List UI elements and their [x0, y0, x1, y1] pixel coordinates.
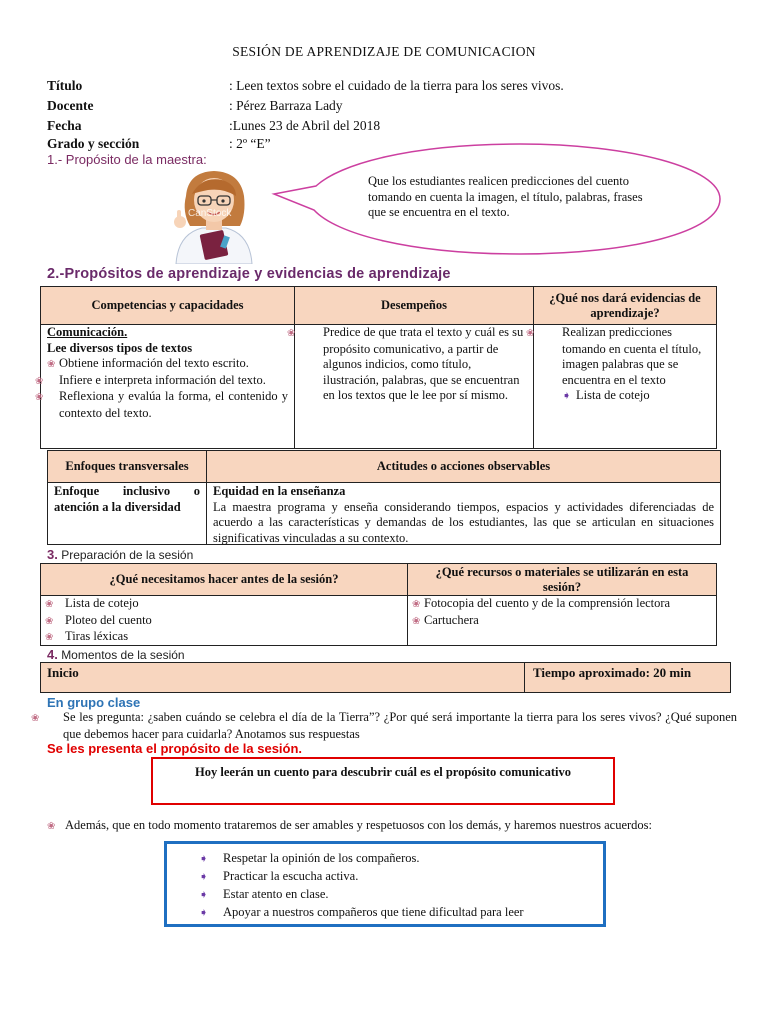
- fecha-label: Fecha: [47, 118, 82, 133]
- section2-heading: [47, 266, 451, 282]
- preparacion-header-recursos: ¿Qué recursos o materiales se utilizarán en esta sesión?: [407, 563, 717, 596]
- ademas-text: ❀ Además, que en todo momento trataremos de ser amables y respetuosos con los demás, y haremos nuestros acuerdos:: [47, 818, 737, 835]
- acuerdo-item: ➧ Apoyar a nuestros compañeros que tiene dificultad para leer: [199, 904, 603, 922]
- section1-title: Propósito de la maestra:: [62, 152, 207, 167]
- arrow-bullet-icon: ➧: [199, 889, 209, 901]
- arrow-bullet-icon: ➧: [199, 871, 209, 883]
- document-title: SESIÓN DE APRENDIZAJE DE COMUNICACION: [232, 44, 536, 59]
- flower-bullet-icon: ❀: [412, 615, 421, 627]
- flower-bullet-icon: ❀: [412, 599, 421, 610]
- antes-item: ❀ Tiras léxicas: [45, 629, 403, 646]
- section4-heading: [47, 647, 185, 662]
- flower-bullet-icon: ❀: [31, 713, 40, 724]
- evidencia-sub: ➧ Lista de cotejo: [538, 388, 710, 405]
- presenta-proposito-label: Se les presenta el propósito de la sesión.: [47, 741, 303, 756]
- header-fecha-row: [47, 118, 727, 137]
- pregunta-text: ❀ Se les pregunta: ¿saben cuándo se celebra el día de la Tierra”? ¿Por qué será importante la tierra para los seres vivos? ¿Qué suponen que debemos hacer para cuidarla? Anotamos sus respuestas: [31, 710, 737, 741]
- speech-bubble: [270, 142, 722, 260]
- capacidad-item: ❀ Infiere e interpreta información del texto.: [47, 373, 288, 390]
- section3-heading: [47, 547, 193, 562]
- arrow-bullet-icon: ➧: [199, 853, 209, 865]
- flower-bullet-icon: ❀: [47, 359, 56, 370]
- grado-label: Grado y sección: [47, 136, 140, 151]
- grupo-clase-label: En grupo clase: [47, 695, 141, 710]
- grado-value: : 2º “E”: [229, 136, 271, 151]
- evidencia-text: ❀ Realizan predicciones tomando en cuenta el título, imagen palabras que se encuentra en el texto: [526, 325, 702, 387]
- docente-value: : Pérez Barraza Lady: [229, 98, 343, 113]
- antes-item: ❀ Lista de cotejo: [45, 596, 403, 613]
- capacidad-title: Lee diversos tipos de textos: [47, 340, 193, 355]
- preparacion-cell-recursos: [407, 595, 717, 646]
- section4-title: Momentos de la sesión: [61, 648, 185, 662]
- recurso-item: ❀ Fotocopia del cuento y de la comprensión lectora: [412, 596, 712, 613]
- preparacion-cell-antes: [40, 595, 408, 646]
- table-header-evidencias: ¿Qué nos dará evidencias de aprendizaje?: [533, 286, 717, 325]
- section2-title: Propósitos de aprendizaje y evidencias de aprendizaje: [64, 266, 451, 282]
- momento-inicio: Inicio: [40, 662, 525, 693]
- proposito-box: Hoy leerán un cuento para descubrir cuál es el propósito comunicativo: [151, 757, 615, 805]
- section3-title: Preparación de la sesión: [61, 548, 194, 562]
- desempeno-text: ❀ Predice de que trata el texto y cuál es su propósito comunicativo, a partir de algunos indicios, como título, ilustración, palabras, que se encuentran en los textos que le lee por sí mismo.: [287, 325, 524, 402]
- image-watermark: CanStock: [188, 208, 232, 219]
- header-titulo-row: [47, 78, 727, 97]
- flower-bullet-icon: ❀: [47, 821, 56, 832]
- table-header-desempenos: Desempeños: [294, 286, 534, 325]
- competencia-name: Comunicación.: [47, 325, 128, 339]
- section2-number: 2.-: [47, 266, 65, 282]
- section3-number: 3.: [47, 547, 58, 562]
- docente-label: Docente: [47, 98, 94, 113]
- acuerdo-item: ➧ Practicar la escucha activa.: [199, 868, 603, 886]
- acuerdo-item: ➧ Estar atento en clase.: [199, 886, 603, 904]
- section4-number: 4.: [47, 647, 58, 662]
- acuerdo-item: ➧ Respetar la opinión de los compañeros.: [199, 850, 603, 868]
- actitud-cell: [206, 482, 721, 545]
- enfoque-cell: [47, 482, 207, 545]
- teacher-illustration: [162, 166, 264, 264]
- recurso-item: ❀ Cartuchera: [412, 613, 712, 630]
- table-cell-evidencias: [526, 324, 717, 449]
- flower-bullet-icon: ❀: [45, 615, 54, 627]
- acuerdos-box: [164, 841, 606, 927]
- section1-heading: [47, 152, 207, 167]
- actitudes-header: Actitudes o acciones observables: [206, 450, 721, 483]
- actitud-text: La maestra programa y enseña considerando tiempos, espacios y actividades diferenciadas de acuerdo a las características y demandas de los estudiantes, las que se articulan en situaciones significativas vinculadas a su contexto.: [213, 499, 714, 545]
- antes-item: ❀ Ploteo del cuento: [45, 613, 403, 630]
- section1-number: 1.-: [47, 152, 63, 167]
- table-cell-desempenos: [287, 324, 534, 449]
- preparacion-header-antes: ¿Qué necesitamos hacer antes de la sesión?: [40, 563, 408, 596]
- enfoques-header: Enfoques transversales: [47, 450, 207, 483]
- header-docente-row: [47, 98, 727, 117]
- table-header-competencias: Competencias y capacidades: [40, 286, 295, 325]
- arrow-bullet-icon: ➧: [199, 907, 209, 919]
- flower-bullet-icon: ❀: [287, 328, 296, 339]
- flower-bullet-icon: ❀: [45, 632, 54, 643]
- titulo-label: Título: [47, 78, 83, 93]
- table-cell-competencias: [35, 324, 295, 449]
- momento-tiempo: Tiempo aproximado: 20 min: [524, 662, 731, 693]
- flower-bullet-icon: ❀: [35, 375, 44, 387]
- fecha-value: :Lunes 23 de Abril del 2018: [229, 118, 381, 133]
- speech-bubble-text: Que los estudiantes realicen predicciones del cuento tomando en cuenta la imagen, el título, palabras, frases que se encuentra en el texto.: [368, 174, 643, 219]
- flower-bullet-icon: ❀: [45, 599, 54, 610]
- teacher-image: [162, 166, 264, 264]
- titulo-value: : Leen textos sobre el cuidado de la tierra para los seres vivos.: [229, 78, 564, 93]
- capacidad-item: ❀ Reflexiona y evalúa la forma, el contenido y contexto del texto.: [35, 389, 288, 420]
- flower-bullet-icon: ❀: [35, 392, 44, 403]
- actitud-title: Equidad en la enseñanza: [213, 484, 346, 498]
- arrow-bullet-icon: ➧: [562, 390, 572, 402]
- enfoque-text: Enfoque inclusivo o atención a la diversidad: [54, 484, 200, 514]
- capacidad-item: ❀ Obtiene información del texto escrito.: [47, 356, 288, 373]
- flower-bullet-icon: ❀: [526, 328, 535, 339]
